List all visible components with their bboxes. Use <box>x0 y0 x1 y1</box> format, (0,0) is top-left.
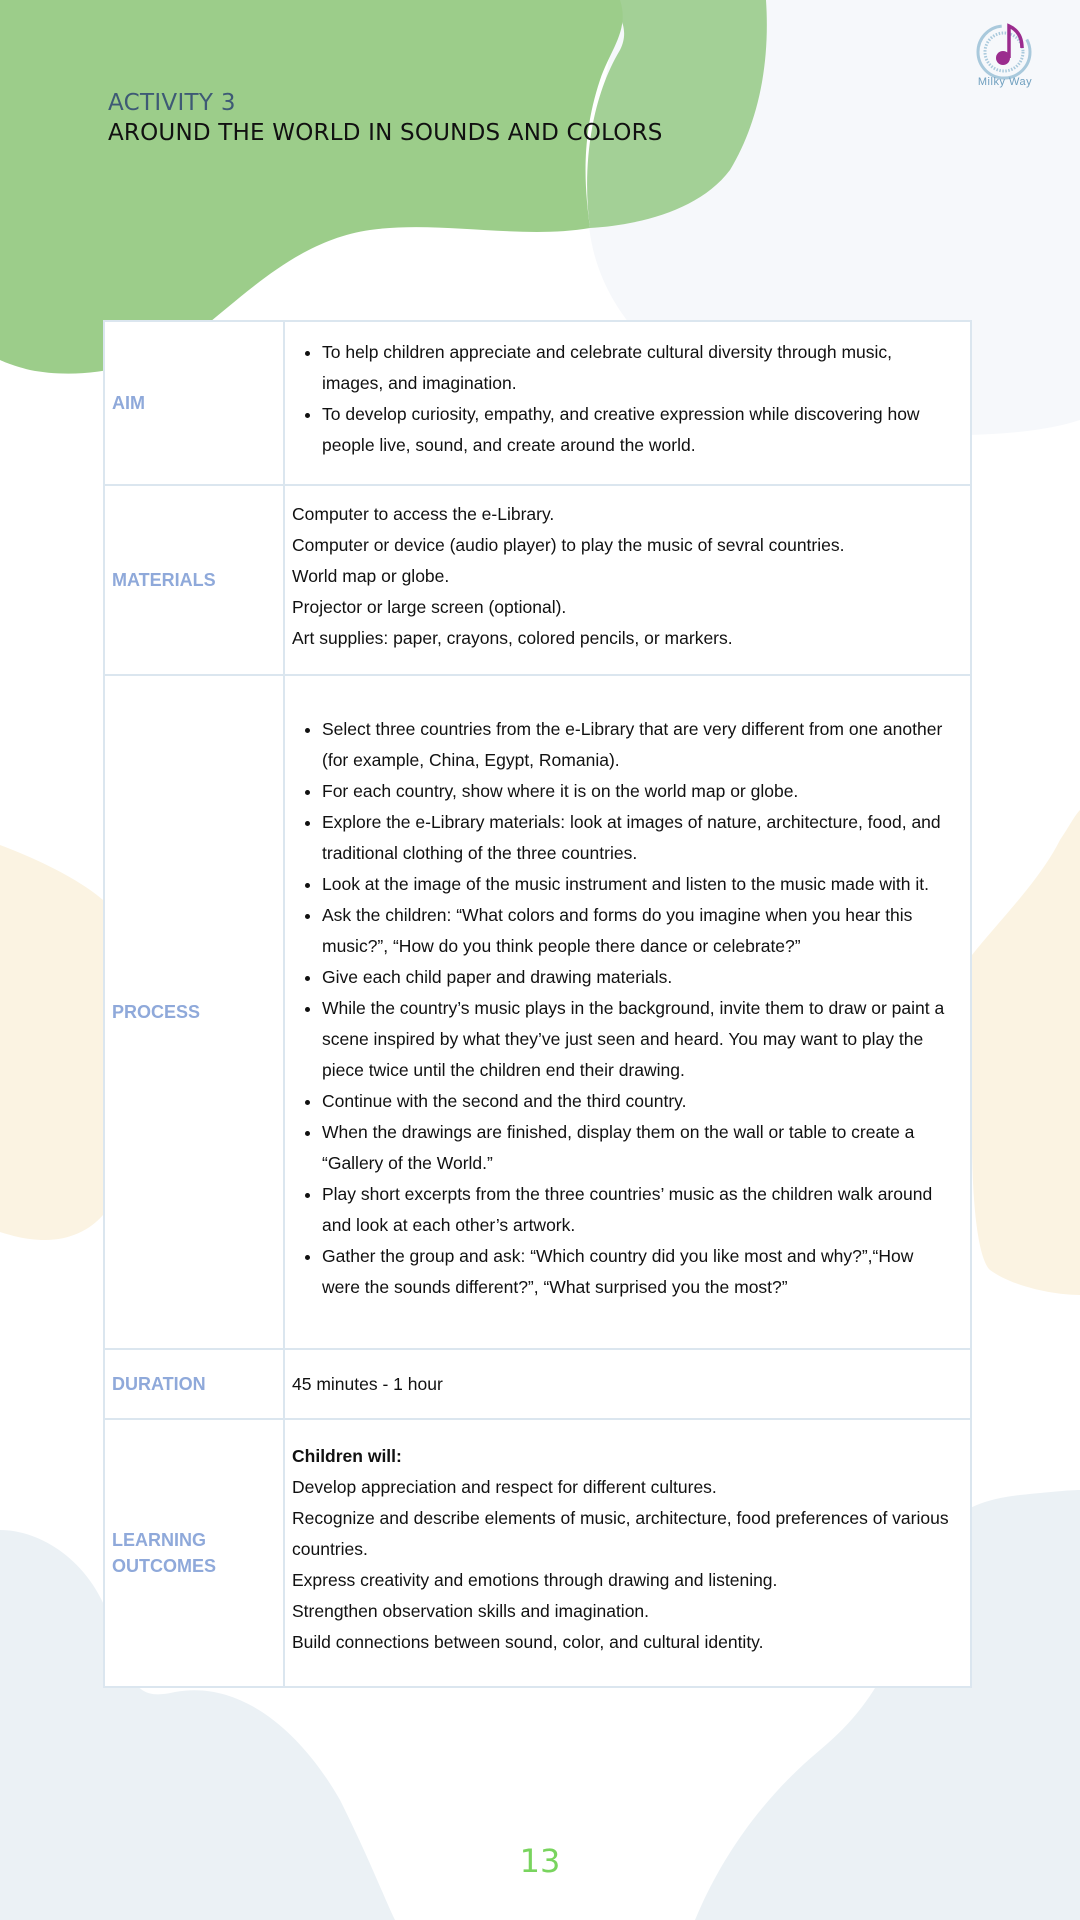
list-item: • To help children appreciate and celebrate cultural diversity through music, images, and imagination. <box>322 337 956 399</box>
table-row-process <box>104 675 971 1349</box>
activity-number: ACTIVITY 3 <box>108 90 236 116</box>
table-row-aim <box>104 321 971 485</box>
list-item: • Play short excerpts from the three countries’ music as the children walk around and look at each other’s artwork. <box>322 1179 956 1241</box>
table-row-materials <box>104 485 971 675</box>
aim-list <box>292 337 956 461</box>
list-item: • Gather the group and ask: “Which country did you like most and why?”,“How were the sounds different?”, “What surprised you the most?” <box>322 1241 956 1303</box>
cream-blob-left <box>0 845 103 1240</box>
list-item: • To develop curiosity, empathy, and creative expression while discovering how people live, sound, and create around the world. <box>322 399 956 461</box>
aim-label: AIM <box>104 321 284 485</box>
list-item: • When the drawings are finished, display them on the wall or table to create a “Gallery of the World.” <box>322 1117 956 1179</box>
learning-outcomes-intro: Children will: <box>292 1445 402 1466</box>
outcome-line: Develop appreciation and respect for different cultures. <box>292 1476 717 1497</box>
materials-line: Projector or large screen (optional). <box>292 596 567 617</box>
page-number: 13 <box>519 1842 561 1880</box>
learning-outcomes-label-line2: OUTCOMES <box>112 1556 217 1576</box>
list-item: • Give each child paper and drawing materials. <box>322 962 956 993</box>
materials-line: World map or globe. <box>292 565 450 586</box>
outcome-line: Express creativity and emotions through drawing and listening. <box>292 1569 778 1590</box>
outcome-line: Strengthen observation skills and imagination. <box>292 1600 650 1621</box>
list-item: • For each country, show where it is on the world map or globe. <box>322 776 956 807</box>
list-item: • Ask the children: “What colors and forms do you imagine when you hear this music?”, “How do you think people there dance or celebrate?” <box>322 900 956 962</box>
learning-outcomes-content <box>284 1419 971 1687</box>
materials-label: MATERIALS <box>104 485 284 675</box>
table-row-duration <box>104 1349 971 1419</box>
list-item: • While the country’s music plays in the background, invite them to draw or paint a scene inspired by what they’ve just seen and heard. You may want to play the piece twice until the children end their drawing. <box>322 993 956 1086</box>
music-note-logo-icon <box>966 20 1046 100</box>
outcome-line: Recognize and describe elements of music, architecture, food preferences of various countries. <box>292 1507 949 1559</box>
activity-title: AROUND THE WORLD IN SOUNDS AND COLORS <box>108 120 663 146</box>
process-content <box>284 675 971 1349</box>
table-row-learning-outcomes <box>104 1419 971 1687</box>
cream-blob-right <box>972 810 1080 1295</box>
list-item: • Explore the e-Library materials: look at images of nature, architecture, food, and traditional clothing of the three countries. <box>322 807 956 869</box>
aim-content <box>284 321 971 485</box>
outcome-line: Build connections between sound, color, and cultural identity. <box>292 1631 764 1652</box>
materials-content <box>284 485 971 675</box>
materials-line: Computer or device (audio player) to play the music of sevral countries. <box>292 534 845 555</box>
duration-label: DURATION <box>104 1349 284 1419</box>
learning-outcomes-label <box>104 1419 284 1687</box>
logo-text: Milky Way <box>977 76 1033 88</box>
list-item: • Select three countries from the e-Library that are very different from one another (for example, China, Egypt, Romania). <box>322 714 956 776</box>
activity-table <box>103 320 972 1688</box>
process-label: PROCESS <box>104 675 284 1349</box>
learning-outcomes-label-line1: LEARNING <box>112 1530 206 1550</box>
materials-line: Computer to access the e-Library. <box>292 503 555 524</box>
page-header <box>108 88 663 148</box>
green-blob <box>0 0 623 374</box>
list-item: • Continue with the second and the third country. <box>322 1086 956 1117</box>
materials-line: Art supplies: paper, crayons, colored pencils, or markers. <box>292 627 733 648</box>
process-list <box>292 714 956 1303</box>
duration-value: 45 minutes - 1 hour <box>284 1349 971 1419</box>
list-item: • Look at the image of the music instrument and listen to the music made with it. <box>322 869 956 900</box>
